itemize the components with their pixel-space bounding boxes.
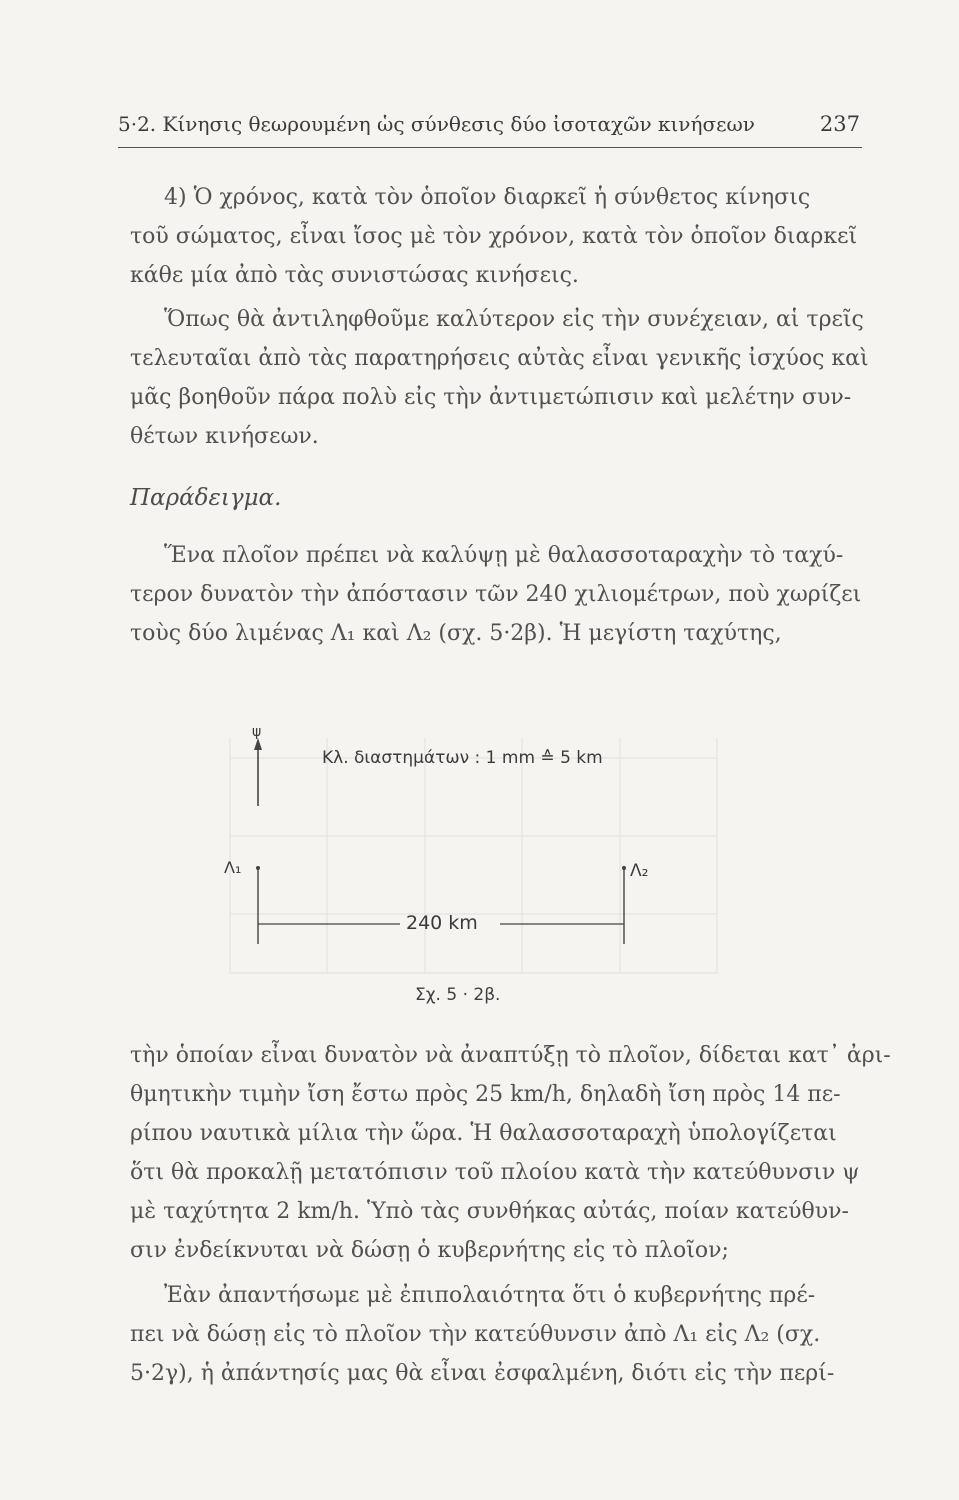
paragraph-line: μᾶς βοηθοῦν πάρα πολὺ εἰς τὴν ἀντιμετώπισιν καὶ μελέτην συν- [130, 385, 852, 410]
scale-label: Κλ. διαστημάτων : 1 mm ≙ 5 km [322, 748, 603, 768]
paragraph-5 [130, 1276, 862, 1393]
figure-caption: Σχ. 5 · 2β. [415, 985, 501, 1005]
paragraph-line: πει νὰ δώσῃ εἰς τὸ πλοῖον τὴν κατεύθυνσιν ἀπὸ Λ₁ εἰς Λ₂ (σχ. [130, 1322, 821, 1347]
paragraph-line: κάθε μία ἀπὸ τὰς συνιστώσας κινήσεις. [130, 263, 579, 288]
paragraph-1 [130, 178, 862, 295]
port2-label: Λ₂ [630, 861, 649, 881]
paragraph-line: ὅτι θὰ προκαλῇ μετατόπισιν τοῦ πλοίου κατὰ τὴν κατεύθυνσιν ψ [130, 1160, 860, 1185]
faint-grid [230, 738, 717, 973]
port1-dot [256, 866, 260, 870]
paragraph-2 [130, 300, 869, 456]
port2-dot [622, 866, 626, 870]
header-rule [118, 147, 862, 148]
paragraph-line: 4) Ὁ χρόνος, κατὰ τὸν ὁποῖον διαρκεῖ ἡ σύνθετος κίνησις [164, 185, 811, 210]
running-header-title: 5·2. Κίνησις θεωρουμένη ὡς σύνθεσις δύο ἰσοταχῶν κινήσεων [118, 112, 755, 136]
paragraph-line: μὲ ταχύτητα 2 km/h. Ὑπὸ τὰς συνθήκας αὐτάς, ποίαν κατεύθυν- [130, 1199, 849, 1224]
paragraph-line: τοῦ σώματος, εἶναι ἴσος μὲ τὸν χρόνον, κατὰ τὸν ὁποῖον διαρκεῖ [130, 224, 858, 249]
paragraph-line: θέτων κινήσεων. [130, 424, 319, 449]
paragraph-line: Ἕνα πλοῖον πρέπει νὰ καλύψῃ μὲ θαλασσοταραχὴν τὸ ταχύ- [164, 543, 844, 568]
paragraph-4 [130, 1036, 891, 1270]
paragraph-line: τοὺς δύο λιμένας Λ₁ καὶ Λ₂ (σχ. 5·2β). Ἡ μεγίστη ταχύτης, [130, 621, 782, 646]
psi-label: ψ [252, 724, 262, 740]
figure-5-2b [220, 718, 740, 988]
paragraph-line: τελευταῖαι ἀπὸ τὰς παρατηρήσεις αὐτὰς εἶναι γενικῆς ἰσχύος καὶ [130, 346, 869, 371]
distance-label: 240 km [406, 912, 478, 934]
page-number: 237 [819, 112, 860, 136]
port1-label: Λ₁ [224, 858, 242, 877]
paragraph-line: θμητικὴν τιμὴν ἴση ἔστω πρὸς 25 km/h, δηλαδὴ ἴση πρὸς 14 πε- [130, 1082, 841, 1107]
running-header [118, 112, 860, 142]
paragraph-line: τὴν ὁποίαν εἶναι δυνατὸν νὰ ἀναπτύξῃ τὸ πλοῖον, δίδεται κατ᾿ ἀρι- [130, 1043, 891, 1068]
paragraph-line: σιν ἐνδείκνυται νὰ δώσῃ ὁ κυβερνήτης εἰς τὸ πλοῖον; [130, 1238, 729, 1263]
paragraph-line: τερον δυνατὸν τὴν ἀπόστασιν τῶν 240 χιλιομέτρων, ποὺ χωρίζει [130, 582, 862, 607]
paragraph-line: 5·2γ), ἡ ἀπάντησίς μας θὰ εἶναι ἐσφαλμένη, διότι εἰς τὴν περί- [130, 1361, 835, 1386]
paragraph-3 [130, 536, 862, 653]
paragraph-line: ρίπου ναυτικὰ μίλια τὴν ὥρα. Ἡ θαλασσοταραχὴ ὑπολογίζεται [130, 1121, 837, 1146]
example-heading: Παράδειγμα. [130, 485, 282, 511]
paragraph-line: Ἐὰν ἀπαντήσωμε μὲ ἐπιπολαιότητα ὅτι ὁ κυβερνήτης πρέ- [164, 1283, 816, 1308]
paragraph-line: Ὅπως θὰ ἀντιληφθοῦμε καλύτερον εἰς τὴν συνέχειαν, αἱ τρεῖς [164, 307, 864, 332]
